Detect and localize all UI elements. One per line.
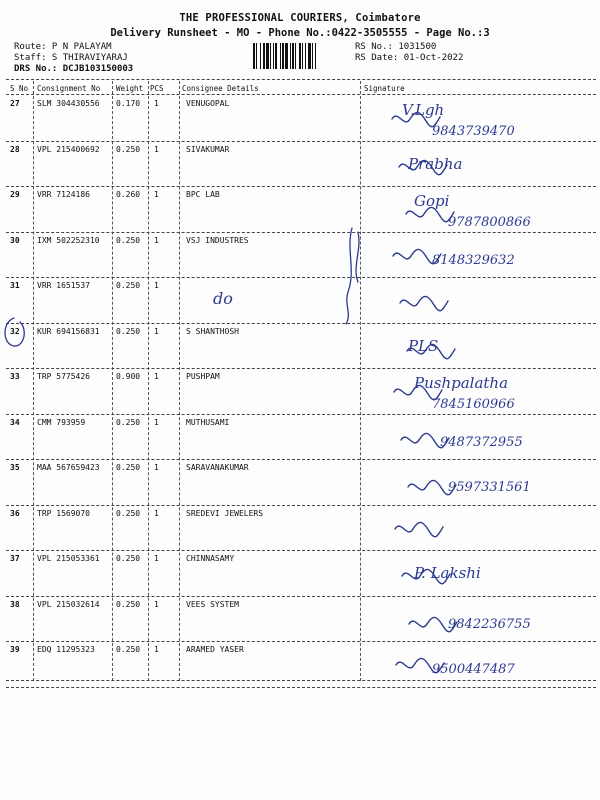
handwritten-ditto: do — [213, 289, 233, 308]
row-pcs: 1 — [154, 645, 159, 654]
row-consignment-no: IXM 502252310 — [37, 235, 100, 245]
signature-area — [362, 552, 594, 596]
row-consignee: VSJ INDUSTRES — [186, 235, 249, 245]
barcode-icon — [253, 43, 349, 69]
table-row — [0, 461, 600, 505]
row-sno: 28 — [10, 144, 20, 154]
row-consignee: SARAVANAKUMAR — [186, 463, 249, 472]
row-consignment-no: TRP 1569070 — [37, 508, 90, 518]
row-consignee: CHINNASAMY — [186, 554, 235, 563]
table-row — [0, 552, 600, 596]
signature-area — [362, 143, 594, 187]
row-weight: 0.250 — [116, 326, 141, 336]
signature-name: V.Lgh — [402, 101, 445, 119]
table-row — [0, 370, 600, 414]
row-pcs: 1 — [154, 599, 159, 609]
row-consignment-no: KUR 694156831 — [37, 326, 100, 336]
signature-stroke — [393, 249, 441, 263]
row-divider — [6, 186, 596, 187]
row-sno: 34 — [10, 417, 20, 427]
signature-area — [362, 598, 594, 642]
row-weight: 0.250 — [116, 508, 141, 518]
row-divider — [6, 596, 596, 597]
signature-stroke — [407, 344, 455, 358]
row-divider — [6, 232, 596, 233]
row-sno: 37 — [10, 554, 20, 563]
col-header-pcs: PCS — [150, 84, 164, 93]
signature-phone: 9787800866 — [448, 215, 531, 230]
row-sno: 27 — [10, 99, 20, 108]
row-weight: 0.260 — [116, 190, 141, 199]
row-consignment-no: MAA 567659423 — [37, 463, 100, 472]
rs-date: RS Date: 01-Oct-2022 — [355, 53, 464, 63]
header-divider-top — [6, 79, 596, 80]
row-consignee: PUSHPAM — [186, 372, 220, 381]
row-consignment-no: CMM 793959 — [37, 417, 86, 427]
signature-stroke — [409, 617, 457, 631]
row-weight: 0.250 — [116, 554, 141, 563]
row-pcs: 1 — [154, 463, 159, 472]
row-divider — [6, 323, 596, 324]
signature-area — [362, 416, 594, 460]
row-pcs: 1 — [154, 144, 159, 154]
row-consignment-no: TRP 5775426 — [37, 372, 90, 381]
row-weight: 0.250 — [116, 645, 141, 654]
row-sno: 32 — [10, 326, 20, 336]
runsheet-title: Delivery Runsheet - MO - Phone No.:0422-3505555 - Page No.:3 — [110, 27, 490, 39]
row-consignment-no: VRR 7124186 — [37, 190, 90, 199]
signature-stroke — [400, 296, 448, 310]
row-pcs: 1 — [154, 190, 159, 199]
row-consignment-no: VPL 215400692 — [37, 144, 100, 154]
row-divider — [6, 550, 596, 551]
table-bottom-divider — [6, 680, 596, 681]
signature-stroke — [401, 433, 449, 447]
col-header-sno: S No — [10, 84, 29, 93]
signature-stroke — [399, 160, 447, 174]
row-divider — [6, 414, 596, 415]
signature-area — [362, 370, 594, 414]
row-sno: 38 — [10, 599, 20, 609]
row-consignee: MUTHUSAMI — [186, 417, 230, 427]
signature-stroke — [402, 569, 450, 583]
row-weight: 0.250 — [116, 281, 141, 290]
signature-stroke — [394, 385, 442, 399]
row-sno: 39 — [10, 645, 20, 654]
table-row — [0, 279, 600, 323]
signature-name: Pushpalatha — [414, 374, 509, 392]
row-pcs: 1 — [154, 281, 159, 290]
row-weight: 0.250 — [116, 417, 141, 427]
signature-phone: 9843739470 — [432, 124, 515, 139]
row-pcs: 1 — [154, 417, 159, 427]
row-weight: 0.900 — [116, 372, 141, 381]
row-divider — [6, 505, 596, 506]
row-sno: 31 — [10, 281, 20, 290]
row-divider — [6, 687, 596, 688]
signature-area — [362, 234, 594, 278]
signature-name: Gopi — [414, 192, 450, 210]
col-header-consignment: Consignment No — [37, 84, 101, 93]
row-sno: 36 — [10, 508, 20, 518]
row-weight: 0.170 — [116, 99, 141, 108]
col-header-consignee: Consignee Details — [182, 84, 259, 93]
row-weight: 0.250 — [116, 599, 141, 609]
company-name: THE PROFESSIONAL COURIERS, Coimbatore — [179, 12, 421, 24]
signature-name: PLS — [408, 336, 439, 355]
row-pcs: 1 — [154, 326, 159, 336]
signature-stroke — [392, 112, 440, 126]
signature-name: Prabha — [408, 154, 463, 173]
signature-phone: 9597331561 — [448, 480, 531, 495]
signature-stroke — [395, 522, 443, 536]
row-consignment-no: VPL 215032614 — [37, 599, 100, 609]
table-row — [0, 598, 600, 642]
table-row — [0, 234, 600, 278]
signature-area — [362, 325, 594, 369]
table-row — [0, 143, 600, 187]
signature-stroke — [396, 658, 444, 672]
signature-phone: 8148329632 — [432, 252, 515, 268]
row-pcs: 1 — [154, 372, 159, 381]
row-consignee: SREDEVI JEWELERS — [186, 508, 264, 518]
row-consignee: S SHANTHOSH — [186, 326, 239, 336]
col-header-weight: Weight — [116, 84, 144, 93]
row-consignee: BPC LAB — [186, 190, 220, 199]
row-divider — [6, 277, 596, 278]
row-sno: 30 — [10, 235, 20, 245]
row-weight: 0.250 — [116, 144, 141, 154]
table-row — [0, 188, 600, 232]
col-header-signature: Signature — [364, 84, 405, 93]
signature-name: P. Lakshi — [414, 564, 481, 582]
row-consignee: VENUGOPAL — [186, 99, 230, 108]
signature-phone: 7845160966 — [432, 397, 515, 412]
table-row — [0, 416, 600, 460]
row-consignment-no: VPL 215053361 — [37, 554, 100, 563]
header-divider-bottom — [6, 94, 596, 95]
signature-area — [362, 507, 594, 551]
table-row — [0, 507, 600, 551]
table-row — [0, 97, 600, 141]
row-divider — [6, 141, 596, 142]
signature-phone: 9487372955 — [440, 434, 523, 450]
signature-phone: 9500447487 — [432, 662, 515, 677]
signature-area — [362, 461, 594, 505]
signature-area — [362, 97, 594, 141]
row-divider — [6, 368, 596, 369]
row-consignment-no: SLM 304430556 — [37, 99, 100, 108]
row-consignment-no: EDQ 11295323 — [37, 645, 95, 654]
signature-stroke — [406, 207, 454, 221]
row-weight: 0.250 — [116, 235, 141, 245]
row-consignee: SIVAKUMAR — [186, 144, 230, 154]
row-pcs: 1 — [154, 554, 159, 563]
row-pcs: 1 — [154, 99, 159, 108]
staff-label: Staff: S THIRAVIYARAJ — [14, 53, 128, 63]
drs-number: DRS No.: DCJB10315000З — [14, 64, 134, 74]
row-consignment-no: VRR 1651537 — [37, 281, 90, 290]
table-row — [0, 325, 600, 369]
row-divider — [6, 641, 596, 642]
route-label: Route: P N PALAYAM — [14, 42, 112, 52]
signature-area — [362, 279, 594, 323]
row-pcs: 1 — [154, 508, 159, 518]
rs-number: RS No.: 1031500 — [355, 42, 437, 52]
row-sno: 35 — [10, 463, 20, 472]
row-weight: 0.250 — [116, 463, 141, 472]
row-consignee: ARAMED YASER — [186, 645, 244, 654]
row-sno: 33 — [10, 372, 20, 381]
row-consignee: VEES SYSTEM — [186, 599, 239, 609]
signature-area — [362, 188, 594, 232]
signature-stroke — [408, 480, 456, 494]
row-divider — [6, 459, 596, 460]
row-pcs: 1 — [154, 235, 159, 245]
row-sno: 29 — [10, 190, 20, 199]
signature-phone: 9842236755 — [448, 616, 531, 632]
